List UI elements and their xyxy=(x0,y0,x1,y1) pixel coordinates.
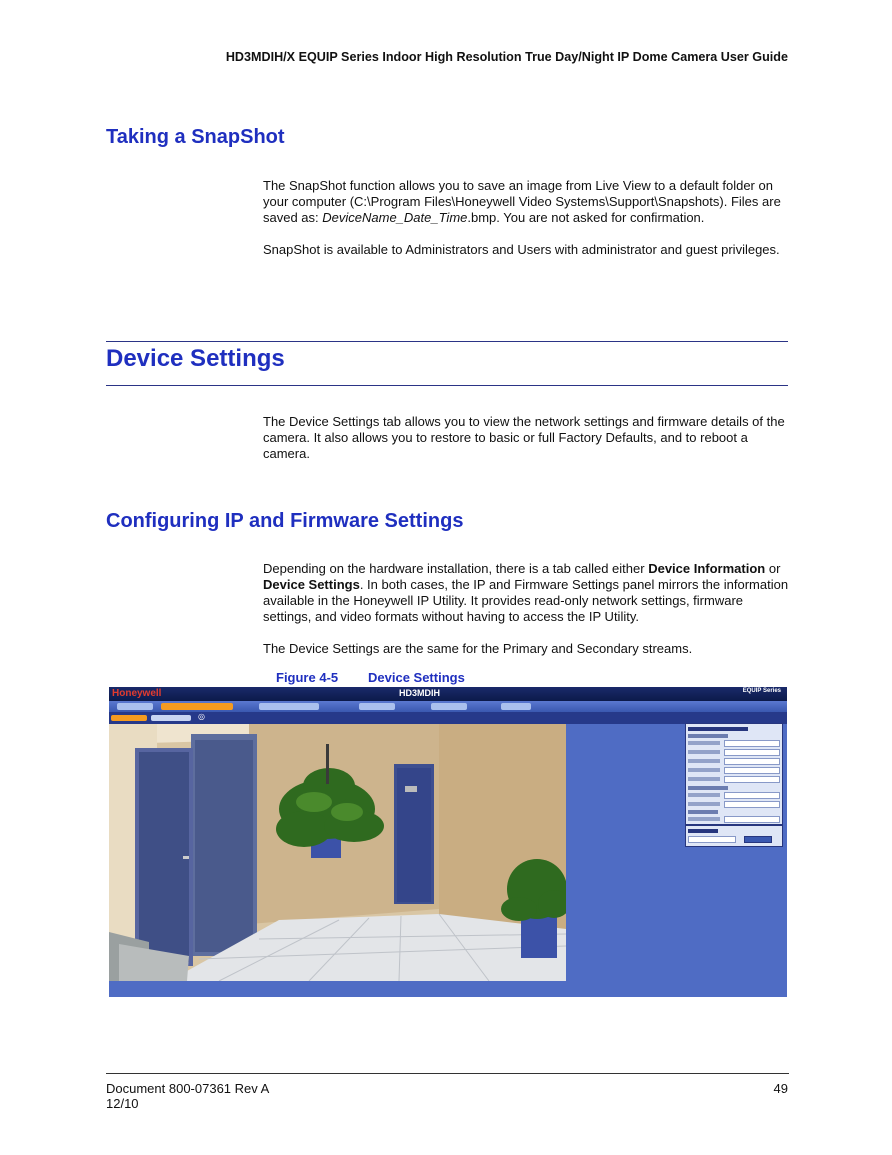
figure-number: Figure 4-5 xyxy=(276,670,339,685)
screenshot-subtab-primary xyxy=(111,715,147,721)
panel-value xyxy=(724,758,780,765)
panel-value xyxy=(724,776,780,783)
snapshot-body xyxy=(263,178,789,258)
footer-rule xyxy=(106,1073,789,1074)
live-video-image xyxy=(109,724,566,981)
configuring-text: or xyxy=(765,561,781,576)
ip-firmware-settings-panel xyxy=(685,723,783,825)
snapshot-paragraph-1 xyxy=(263,178,789,226)
panel-group-label xyxy=(688,734,728,738)
panel-value xyxy=(724,801,780,808)
screenshot-topbar xyxy=(109,687,787,701)
device-settings-screenshot xyxy=(109,687,787,997)
panel-label xyxy=(688,793,720,797)
snapshot-text: The SnapShot function allows you to save an image from Live View to a default folder on your computer (C:\Program Files\Honeywell Video Systems\Support\Snapshots). Files are saved as: xyxy=(263,178,781,225)
panel-value xyxy=(724,749,780,756)
factory-default-panel xyxy=(685,825,783,847)
honeywell-logo: Honeywell xyxy=(112,688,162,699)
panel-value xyxy=(724,767,780,774)
section-heading-snapshot: Taking a SnapShot xyxy=(106,126,285,148)
panel-label xyxy=(688,741,720,745)
panel-label xyxy=(688,759,720,763)
configuring-text: Depending on the hardware installation, there is a tab called either xyxy=(263,561,649,576)
chapter-rule-bottom xyxy=(106,385,788,386)
snapshot-text-end: .bmp. You are not asked for confirmation. xyxy=(467,210,705,225)
panel-label xyxy=(688,802,720,806)
screenshot-tab-live-view xyxy=(117,703,153,710)
panel-label xyxy=(688,768,720,772)
panel-header xyxy=(688,727,748,731)
configuring-body xyxy=(263,561,789,657)
snapshot-filename: DeviceName_Date_Time xyxy=(322,210,468,225)
device-settings-paragraph: The Device Settings tab allows you to view the network settings and firmware details of the camera. It also allows you to restore to basic or full Factory Defaults, and to reboot a camera. xyxy=(263,414,785,461)
panel-group-label xyxy=(688,786,728,790)
panel-group-label xyxy=(688,810,718,814)
device-information-term: Device Information xyxy=(648,561,766,576)
figure-caption xyxy=(276,670,465,685)
device-settings-term: Device Settings xyxy=(263,577,360,592)
panel-label xyxy=(688,777,720,781)
footer-doc-info xyxy=(106,1081,269,1111)
panel-label xyxy=(688,817,720,821)
screenshot-subtab-secondary xyxy=(151,715,191,721)
screenshot-tab-device-settings xyxy=(161,703,233,710)
chapter-heading-device-settings: Device Settings xyxy=(106,345,285,372)
screenshot-app-title: HD3MDIH xyxy=(399,688,441,698)
screenshot-tab-camera-setup xyxy=(359,703,395,710)
screenshot-tab-video-analytics xyxy=(431,703,467,710)
panel-select xyxy=(688,836,736,843)
screenshot-tab-ptz xyxy=(501,703,531,710)
panel-label xyxy=(688,750,720,754)
chapter-rule-top xyxy=(106,341,788,342)
snapshot-paragraph-2: SnapShot is available to Administrators and Users with administrator and guest privileges. xyxy=(263,242,780,257)
configuring-text: . In both cases, the IP and Firmware Settings panel mirrors the information available in the Honeywell IP Utility. It provides read-only network settings, firmware settings, and video formats without having to access the IP Utility. xyxy=(263,577,789,624)
screenshot-tab-compression xyxy=(259,703,319,710)
panel-value xyxy=(724,792,780,799)
configuring-paragraph-1 xyxy=(263,561,789,625)
document-number: Document 800-07361 Rev A xyxy=(106,1081,270,1096)
panel-button xyxy=(744,836,772,843)
snapshot-icon: ◎ xyxy=(198,712,205,721)
document-date: 12/10 xyxy=(106,1096,139,1111)
section-heading-configuring: Configuring IP and Firmware Settings xyxy=(106,510,464,532)
screenshot-series-label: EQUIP Series xyxy=(742,688,781,694)
panel-header xyxy=(688,829,718,833)
device-settings-body xyxy=(263,414,789,462)
configuring-paragraph-2: The Device Settings are the same for the Primary and Secondary streams. xyxy=(263,641,693,656)
running-head: HD3MDIH/X EQUIP Series Indoor High Resolution True Day/Night IP Dome Camera User Guide xyxy=(225,50,788,64)
screenshot-navbar xyxy=(109,701,787,712)
page-number: 49 xyxy=(773,1081,788,1096)
figure-title: Device Settings xyxy=(368,670,465,685)
panel-value xyxy=(724,816,780,823)
panel-value xyxy=(724,740,780,747)
